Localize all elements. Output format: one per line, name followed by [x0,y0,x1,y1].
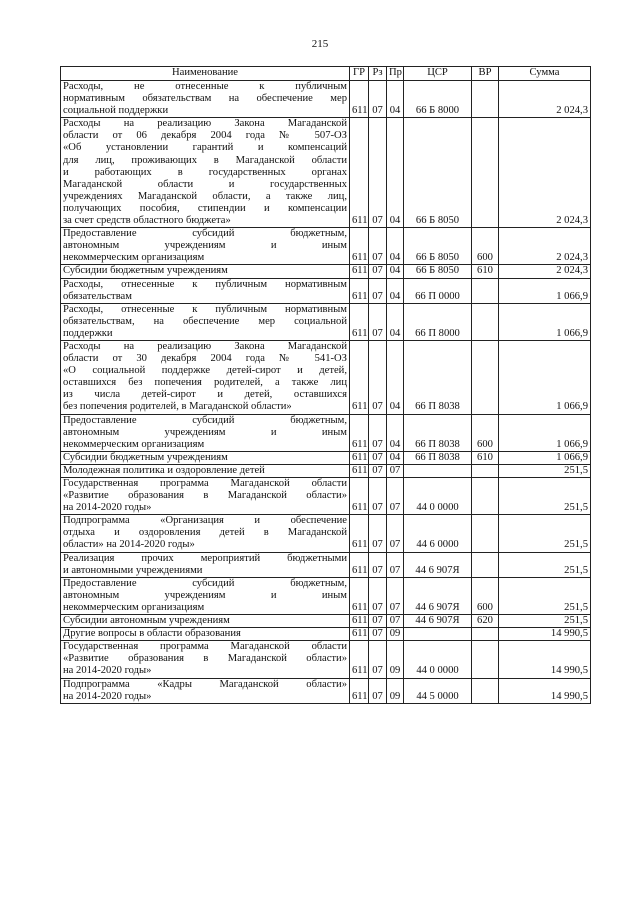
row-name [61,265,350,278]
cell-pr: 04 [387,451,404,464]
cell-vr: 600 [472,577,499,614]
cell-csr: 44 0 0000 [404,641,472,678]
cell-pr: 07 [387,515,404,552]
cell-csr: 44 5 0000 [404,678,472,703]
row-name [61,577,350,614]
cell-pr: 07 [387,478,404,515]
cell-csr: 44 6 907Я [404,577,472,614]
row-name-line: Государственная программа Магаданской области [63,478,347,489]
row-name-line: Субсидии автономным учреждениям [63,615,230,627]
row-name-line: Расходы на реализацию Закона Магаданской [63,118,347,130]
row-name-line: области от 30 декабря 2004 года № 541-ОЗ [63,353,347,365]
cell-gr: 611 [350,615,369,628]
row-name-line: «Развитие образования в Магаданской области» [63,653,347,665]
row-name-line: Другие вопросы в области образования [63,628,241,640]
cell-pr: 07 [387,615,404,628]
cell-pr: 07 [387,552,404,577]
cell-rz: 07 [369,81,387,118]
cell-vr [472,641,499,678]
row-name-line: некоммерческим организациям [63,438,205,450]
cell-pr: 09 [387,678,404,703]
row-name-line: автономным учреждениям и иным [63,240,347,252]
row-name-line: и работающих в государственных органах [63,166,347,178]
cell-rz: 07 [369,641,387,678]
row-name [61,340,350,414]
cell-csr [404,464,472,477]
row-name [61,641,350,678]
cell-sum: 251,5 [499,552,591,577]
row-name [61,451,350,464]
cell-sum: 251,5 [499,577,591,614]
cell-rz: 07 [369,340,387,414]
row-name-line: учреждениях Магаданской области, а также лиц, [63,190,347,202]
cell-vr [472,515,499,552]
cell-rz: 07 [369,228,387,265]
row-name-line: без попечения родителей, в Магаданской области» [63,401,292,413]
cell-csr: 44 0 0000 [404,478,472,515]
header-gr: ГР [350,67,369,81]
row-name-line: обязательствам, на обеспечение мер социальной [63,315,347,327]
row-name [61,515,350,552]
header-rz: Рз [369,67,387,81]
row-name-line: Субсидии бюджетным учреждениям [63,265,228,277]
cell-sum: 2 024,3 [499,81,591,118]
cell-csr [404,628,472,641]
cell-gr: 611 [350,515,369,552]
row-name-line: Субсидии бюджетным учреждениям [63,451,228,463]
cell-vr [472,303,499,340]
row-name [61,414,350,451]
cell-rz: 07 [369,303,387,340]
cell-gr: 611 [350,118,369,228]
cell-gr: 611 [350,464,369,477]
cell-sum: 2 024,3 [499,118,591,228]
row-name-line: Расходы, не отнесенные к публичным [63,81,347,92]
row-name-line: Предоставление субсидий бюджетным, [63,577,347,589]
cell-csr: 44 6 907Я [404,552,472,577]
cell-rz: 07 [369,464,387,477]
cell-sum: 251,5 [499,464,591,477]
cell-sum: 14 990,5 [499,678,591,703]
cell-pr: 07 [387,577,404,614]
row-name-line: Предоставление субсидий бюджетным, [63,228,347,240]
cell-pr: 04 [387,118,404,228]
cell-vr [472,552,499,577]
cell-vr [472,278,499,303]
cell-sum: 14 990,5 [499,628,591,641]
row-name-line: и автономными учреждениями [63,564,203,576]
cell-gr: 611 [350,628,369,641]
row-name [61,628,350,641]
table-row [61,641,591,678]
cell-csr: 66 Б 8000 [404,81,472,118]
cell-vr [472,628,499,641]
table-row [61,615,591,628]
cell-vr: 610 [472,451,499,464]
row-name [61,615,350,628]
cell-csr: 66 П 8038 [404,340,472,414]
row-name-line: на 2014-2020 годы» [63,690,152,702]
cell-gr: 611 [350,228,369,265]
cell-sum: 1 066,9 [499,278,591,303]
row-name-line: «О социальной поддержке детей-сирот и детей, [63,365,347,377]
row-name-line: на 2014-2020 годы» [63,665,152,677]
row-name-line: Реализация прочих мероприятий бюджетными [63,552,347,564]
cell-rz: 07 [369,615,387,628]
cell-pr: 04 [387,340,404,414]
row-name-line: Государственная программа Магаданской области [63,641,347,653]
table-row [61,464,591,477]
page-number: 215 [311,38,329,50]
cell-rz: 07 [369,628,387,641]
cell-vr [472,118,499,228]
cell-rz: 07 [369,265,387,278]
row-name [61,552,350,577]
cell-csr: 66 П 8000 [404,303,472,340]
header-vr: ВР [472,67,499,81]
table-row [61,81,591,118]
header-pr: Пр [387,67,404,81]
row-name-line: обязательствам [63,290,132,302]
row-name-line: социальной поддержки [63,105,169,117]
row-name-line: «Об установлении гарантий и компенсаций [63,142,347,154]
header-csr: ЦСР [404,67,472,81]
table-row [61,340,591,414]
cell-sum: 251,5 [499,515,591,552]
row-name-line: области от 06 декабря 2004 года № 507-ОЗ [63,130,347,142]
row-name-line: области» на 2014-2020 годы» [63,539,195,551]
cell-vr [472,340,499,414]
cell-rz: 07 [369,278,387,303]
cell-rz: 07 [369,515,387,552]
cell-rz: 07 [369,552,387,577]
row-name-line: нормативным обязательствам на обеспечение мер [63,93,347,105]
table-row [61,678,591,703]
row-name-line: некоммерческим организациям [63,601,205,613]
cell-vr: 600 [472,228,499,265]
cell-csr: 66 Б 8050 [404,265,472,278]
row-name-line: из числа детей-сирот и детей, оставшихся [63,389,347,401]
cell-vr [472,81,499,118]
cell-pr: 04 [387,278,404,303]
cell-csr: 66 Б 8050 [404,228,472,265]
cell-rz: 07 [369,118,387,228]
table-row [61,265,591,278]
row-name [61,228,350,265]
row-name-line: Подпрограмма «Организация и обеспечение [63,515,347,527]
cell-pr: 09 [387,628,404,641]
cell-sum: 251,5 [499,478,591,515]
cell-sum: 251,5 [499,615,591,628]
table-row [61,515,591,552]
row-name [61,81,350,118]
cell-gr: 611 [350,303,369,340]
cell-sum: 14 990,5 [499,641,591,678]
cell-csr: 44 6 907Я [404,615,472,628]
cell-csr: 66 П 8038 [404,451,472,464]
row-name-line: Расходы, отнесенные к публичным нормативным [63,278,347,290]
cell-pr: 09 [387,641,404,678]
cell-gr: 611 [350,414,369,451]
row-name-line: на 2014-2020 годы» [63,502,152,514]
table-row [61,577,591,614]
cell-rz: 07 [369,577,387,614]
table-row [61,303,591,340]
table-row [61,451,591,464]
row-name-line: получающих пособия, стипендии и компенсации [63,202,347,214]
cell-csr: 66 П 0000 [404,278,472,303]
cell-pr: 04 [387,228,404,265]
cell-sum: 1 066,9 [499,303,591,340]
cell-pr: 07 [387,464,404,477]
cell-pr: 04 [387,303,404,340]
table-row [61,118,591,228]
header-sum: Сумма [499,67,591,81]
table-header-row [61,67,591,81]
row-name [61,678,350,703]
row-name-line: поддержки [63,327,113,339]
row-name-line: Подпрограмма «Кадры Магаданской области» [63,678,347,690]
cell-vr: 620 [472,615,499,628]
row-name-line: для лиц, проживающих в Магаданской области [63,154,347,166]
cell-sum: 1 066,9 [499,451,591,464]
table-row [61,478,591,515]
row-name [61,303,350,340]
cell-pr: 04 [387,265,404,278]
table-row [61,628,591,641]
row-name-line: за счет средств областного бюджета» [63,215,231,227]
cell-vr [472,678,499,703]
cell-vr: 610 [472,265,499,278]
cell-csr: 66 Б 8050 [404,118,472,228]
row-name-line: некоммерческим организациям [63,252,205,264]
cell-sum: 2 024,3 [499,228,591,265]
cell-vr [472,464,499,477]
cell-gr: 611 [350,265,369,278]
table-row [61,414,591,451]
row-name-line: Магаданской области и государственных [63,178,347,190]
row-name-line: оставшихся без попечения родителей, а также лиц [63,377,347,389]
cell-gr: 611 [350,577,369,614]
row-name [61,118,350,228]
table-row [61,552,591,577]
row-name-line: отдыха и оздоровления детей в Магаданской [63,527,347,539]
header-name: Наименование [61,67,350,81]
row-name [61,464,350,477]
cell-sum: 2 024,3 [499,265,591,278]
cell-rz: 07 [369,478,387,515]
row-name-line: Молодежная политика и оздоровление детей [63,464,265,476]
cell-pr: 04 [387,81,404,118]
row-name [61,478,350,515]
row-name-line: Расходы на реализацию Закона Магаданской [63,340,347,352]
table-body [61,81,591,704]
cell-gr: 611 [350,451,369,464]
cell-gr: 611 [350,340,369,414]
cell-pr: 04 [387,414,404,451]
table-row [61,278,591,303]
cell-gr: 611 [350,641,369,678]
cell-rz: 07 [369,414,387,451]
row-name-line: Предоставление субсидий бюджетным, [63,414,347,426]
cell-gr: 611 [350,278,369,303]
cell-rz: 07 [369,678,387,703]
cell-gr: 611 [350,478,369,515]
row-name-line: автономным учреждениям и иным [63,426,347,438]
cell-csr: 66 П 8038 [404,414,472,451]
row-name [61,278,350,303]
budget-table [60,66,591,704]
cell-sum: 1 066,9 [499,414,591,451]
row-name-line: «Развитие образования в Магаданской области» [63,490,347,502]
cell-sum: 1 066,9 [499,340,591,414]
table-row [61,228,591,265]
cell-gr: 611 [350,552,369,577]
cell-csr: 44 6 0000 [404,515,472,552]
row-name-line: автономным учреждениям и иным [63,589,347,601]
row-name-line: Расходы, отнесенные к публичным нормативным [63,303,347,315]
cell-vr [472,478,499,515]
cell-vr: 600 [472,414,499,451]
cell-gr: 611 [350,81,369,118]
cell-rz: 07 [369,451,387,464]
cell-gr: 611 [350,678,369,703]
